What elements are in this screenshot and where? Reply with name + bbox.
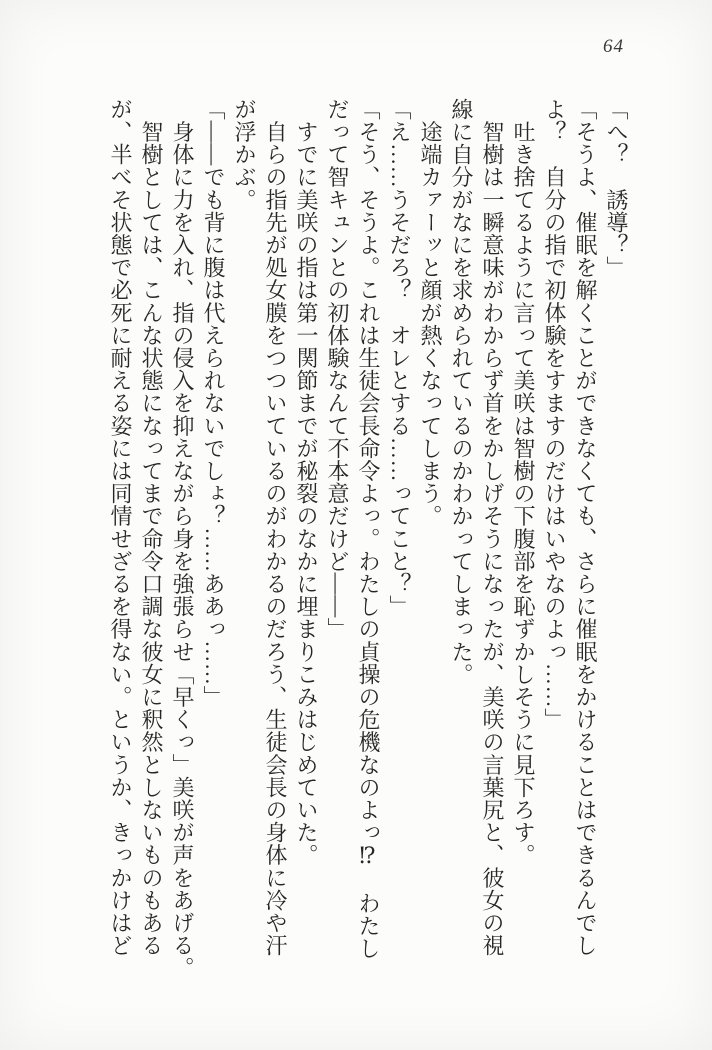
text-column: が浮かぶ。	[232, 98, 257, 211]
text-column: 「そうよ、催眠を解くことができなくても、さらに催眠をかけることはできるんでし	[573, 98, 598, 957]
text-column: 智樹としては、こんな状態になってまで命令口調な彼女に釈然としないものもある	[139, 98, 164, 957]
text-column: 「そう、そうよ。これは生徒会長命令よっ。わたしの貞操の危機なのよっ⁉ わたし	[356, 98, 381, 960]
text-column: 線に自分がなにを求められているのかわかってしまった。	[449, 98, 474, 686]
page-text-block	[105, 98, 632, 990]
text-column: 途端カァーッと顔が熱くなってしまう。	[418, 98, 443, 528]
text-column: 智樹は一瞬意味がわからず首をかしげそうになったが、美咲の言葉尻と、彼女の視	[480, 98, 505, 957]
text-column: よ？ 自分の指で初体験をすますのだけはいやなのよっ……」	[542, 98, 567, 731]
text-column: だって智キュンとの初体験なんて不本意だけど――」	[325, 98, 350, 641]
text-column: 「へ？ 誘導？」	[604, 98, 629, 279]
page-number: 64	[603, 36, 624, 57]
text-column: が、半べそ状態で必死に耐える姿には同情せざるを得ない。というか、きっかけはど	[108, 98, 133, 957]
text-column: 身体に力を入れ、指の侵入を抑えながら身を強張らせ「早くっ」美咲が声をあげる。	[170, 98, 195, 980]
text-column: すでに美咲の指は第一関節までが秘裂のなかに埋まりこみはじめていた。	[294, 98, 319, 867]
text-column: 「――でも背に腹は代えられないでしょ？……ああっ……」	[201, 98, 226, 709]
text-column: 「え……うそだろ？ オレとする……ってこと？」	[387, 98, 412, 618]
text-column: 吐き捨てるように言って美咲は智樹の下腹部を恥ずかしそうに見下ろす。	[511, 98, 536, 867]
text-column: 自らの指先が処女膜をつついているのがわかるのだろう、生徒会長の身体に冷や汗	[263, 98, 288, 957]
